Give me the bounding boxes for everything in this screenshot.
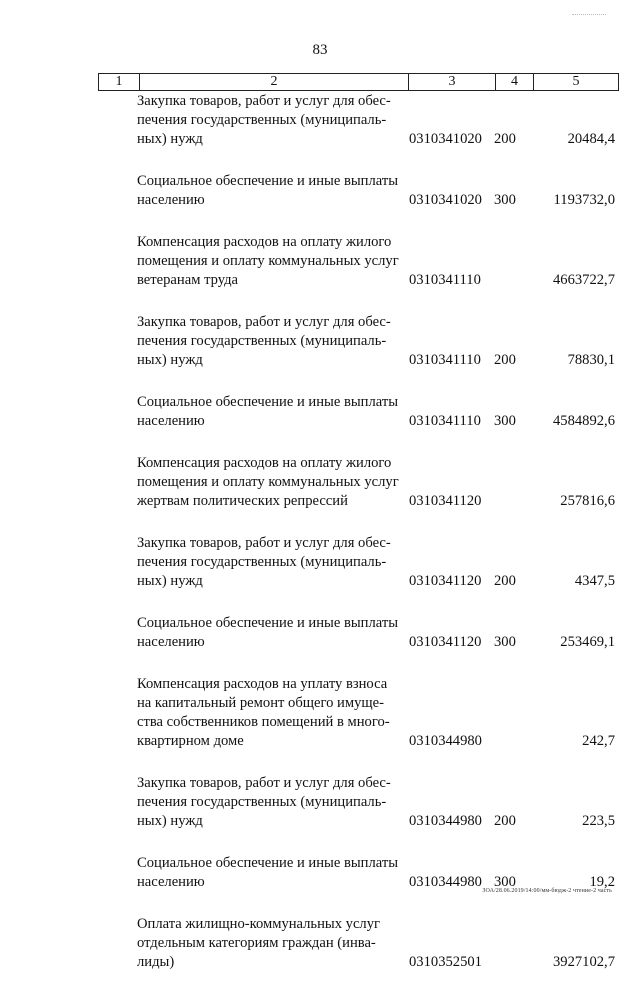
description-line: ства собственников помещений в много- [137,714,390,730]
row-description [137,172,404,210]
description-line: Компенсация расходов на оплату жилого [137,455,392,471]
row-expense-type: 200 [494,131,516,147]
row-expense-type: 300 [494,413,516,429]
row-amount: 223,5 [582,813,615,829]
table-row [0,233,640,290]
description-line: Компенсация расходов на уплату взноса [137,676,388,692]
description-line: Социальное обеспечение и иные выплаты [137,394,399,410]
description-line: Оплата жилищно-коммунальных услуг [137,916,380,932]
description-line: помещения и оплату коммунальных услуг [137,253,399,269]
column-header-2: 2 [140,74,409,91]
row-code: 0310341020 [409,192,482,208]
description-line: Закупка товаров, работ и услуг для обес- [137,535,391,551]
column-header-1: 1 [99,74,140,91]
description-line: печения государственных (муниципаль- [137,112,387,128]
description-line: ных) нужд [137,573,203,589]
description-line: печения государственных (муниципаль- [137,794,387,810]
description-line: жертвам политических репрессий [137,493,348,509]
table-row [0,172,640,210]
description-line: печения государственных (муниципаль- [137,554,387,570]
budget-rows [0,92,640,995]
description-line: населению [137,874,205,890]
description-line: ных) нужд [137,813,203,829]
table-row [0,534,640,591]
description-line: ных) нужд [137,131,203,147]
row-expense-type: 300 [494,192,516,208]
page-number: 83 [312,42,328,58]
row-expense-type: 300 [494,874,516,890]
row-amount: 4663722,7 [552,272,615,288]
row-amount: 3927102,7 [552,954,615,970]
row-expense-type: 200 [494,813,516,829]
row-code: 0310344980 [409,874,482,890]
description-line: Закупка товаров, работ и услуг для обес- [137,775,391,791]
row-description [137,313,404,370]
description-line: Закупка товаров, работ и услуг для обес- [137,314,391,330]
row-code: 0310341110 [409,352,481,368]
row-amount: 242,7 [582,733,615,749]
description-line: Закупка товаров, работ и услуг для обес- [137,93,391,109]
row-description [137,915,404,972]
column-header-5: 5 [534,74,619,91]
row-code: 0310352501 [409,954,482,970]
row-amount: 253469,1 [560,634,615,650]
description-line: населению [137,413,205,429]
row-amount: 4347,5 [574,573,615,589]
column-header-3: 3 [409,74,496,91]
table-row [0,774,640,831]
row-code: 0310341110 [409,413,481,429]
table-row [0,675,640,751]
table-row [0,454,640,511]
column-header-4: 4 [496,74,534,91]
row-expense-type: 200 [494,352,516,368]
row-code: 0310341110 [409,272,481,288]
row-expense-type: 300 [494,634,516,650]
row-description [137,675,404,751]
description-line: населению [137,634,205,650]
description-line: квартирном доме [137,733,244,749]
row-amount: 20484,4 [567,131,615,147]
description-line: населению [137,192,205,208]
row-description [137,454,404,511]
table-row [0,92,640,149]
row-code: 0310341120 [409,573,482,589]
row-description [137,534,404,591]
description-line: Компенсация расходов на оплату жилого [137,234,392,250]
row-code: 0310344980 [409,733,482,749]
row-description [137,614,404,652]
row-code: 0310341120 [409,634,482,650]
description-line: Социальное обеспечение и иные выплаты [137,615,399,631]
description-line: на капитальный ремонт общего имуще- [137,695,384,711]
row-description [137,774,404,831]
row-amount: 1193732,0 [553,192,615,208]
row-description [137,233,404,290]
corner-mark [572,14,606,15]
table-row [0,614,640,652]
description-line: лиды) [137,954,175,970]
row-description [137,393,404,431]
row-code: 0310344980 [409,813,482,829]
row-description [137,854,404,892]
description-line: Социальное обеспечение и иные выплаты [137,855,399,871]
row-amount: 19,2 [589,874,615,890]
column-header-row [99,74,619,91]
row-expense-type: 200 [494,573,516,589]
table-row [0,393,640,431]
column-header-table [98,73,619,91]
row-code: 0310341020 [409,131,482,147]
description-line: Социальное обеспечение и иные выплаты [137,173,399,189]
description-line: отдельным категориям граждан (инва- [137,935,376,951]
description-line: ных) нужд [137,352,203,368]
description-line: печения государственных (муниципаль- [137,333,387,349]
table-row [0,915,640,972]
row-amount: 257816,6 [560,493,615,509]
description-line: ветеранам труда [137,272,239,288]
row-amount: 4584892,6 [552,413,615,429]
description-line: помещения и оплату коммунальных услуг [137,474,399,490]
table-row [0,313,640,370]
row-description [137,92,404,149]
table-row [0,854,640,892]
footer-note: ЗОА/28.06.2019/14:00/мм-бюдж-2 чтение-2 часть [482,888,612,894]
row-amount: 78830,1 [567,352,615,368]
row-code: 0310341120 [409,493,482,509]
